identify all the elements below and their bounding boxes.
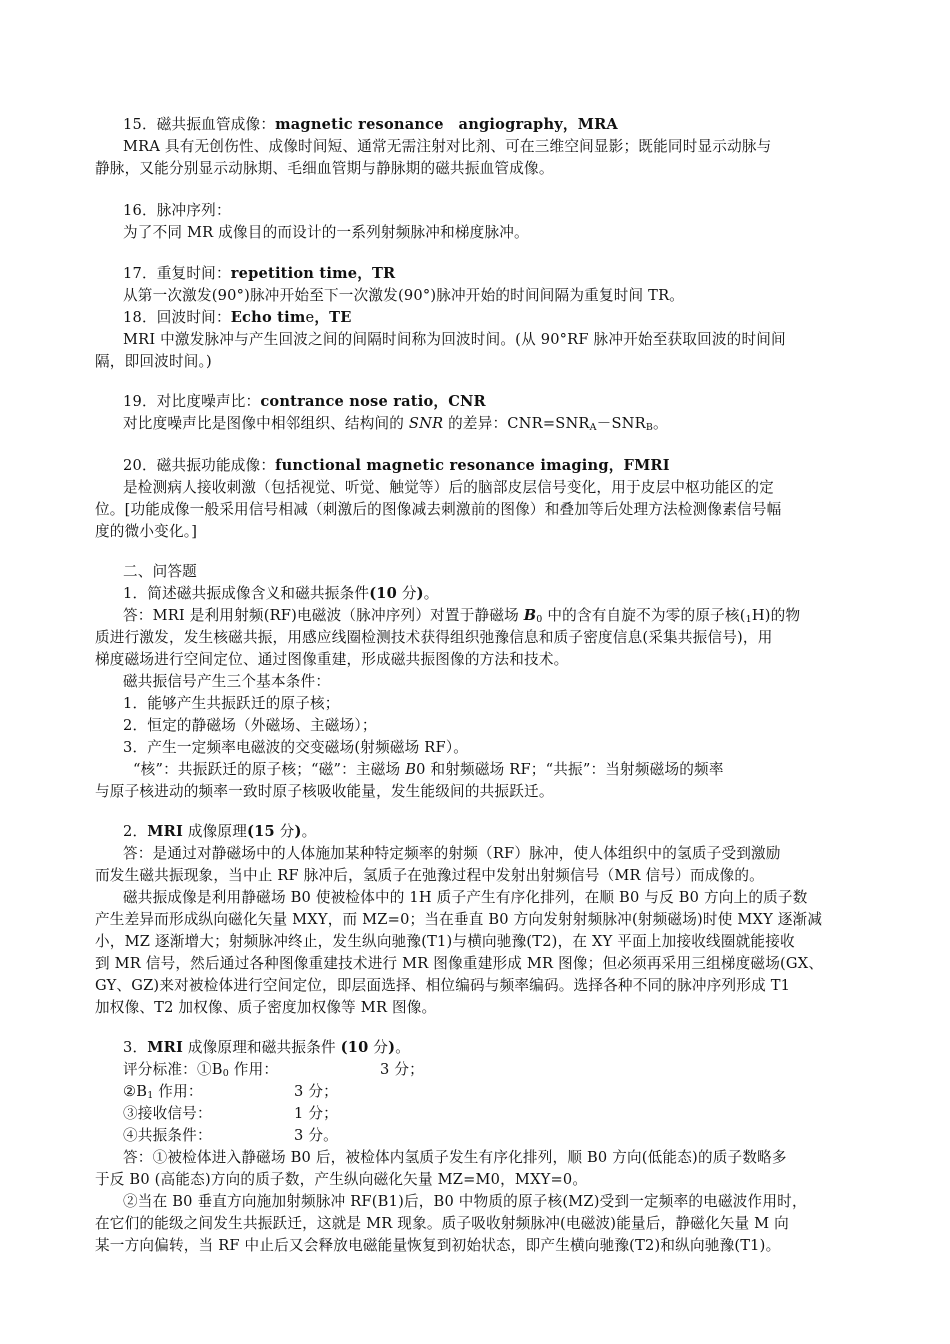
q2-paragraph-line-5: GY、GZ)来对被检体进行空间定位，即层面选择、相位编码与频率编码。选择各种不同的脉冲序列形成 T1 <box>95 977 791 994</box>
item-18-title: 18．回波时间：Echo time，TE <box>123 309 352 326</box>
q1-answer-line-1: 答：MRI 是利用射频(RF)电磁波（脉冲序列）对置于静磁场 $B_0$ 中的含有自旋不为零的原子核$(_1H)$的物 <box>123 607 801 625</box>
q3-score-row-2: $②B_1$ 作用： 3 分； <box>123 1083 338 1101</box>
q2-answer-line-1: 答：是通过对静磁场中的人体施加某种特定频率的射频（RF）脉冲，使人体组织中的氢质子受到激励 <box>123 845 781 862</box>
q2-paragraph-line-3: 小，MZ 逐渐增大；射频脉冲终止，发生纵向驰豫(T1)与横向驰豫(T2)，在 XY 平面上加接收线圈就能接收 <box>95 933 795 950</box>
item-20-line-3: 度的微小变化。] <box>95 523 198 540</box>
q3-score-row-3: ③接收信号： 1 分； <box>123 1105 338 1122</box>
q2-answer-line-2: 而发生磁共振现象，当中止 RF 脉冲后，氢质子在弛豫过程中发射出射频信号（MR 信号）而成像的。 <box>95 867 764 884</box>
item-20-title: 20．磁共振功能成像：functional magnetic resonance imaging，FMRI <box>123 457 670 474</box>
item-17-title: 17．重复时间：repetition time，TR <box>123 265 396 282</box>
q3-answer-line-1: 答：①被检体进入静磁场 B0 后，被检体内氢质子发生有序化排列，顺 B0 方向(低能态)的质子数略多 <box>123 1149 787 1166</box>
item-15-line-1: MRA 具有无创伤性、成像时间短、通常无需注射对比剂、可在三维空间显影；既能同时显示动脉与 <box>123 138 772 155</box>
q2-paragraph-line-4: 到 MR 信号，然后通过各种图像重建技术进行 MR 图像重建形成 MR 图像；但必须再采用三组梯度磁场(GX、 <box>95 955 824 972</box>
item-17-line-1: 从第一次激发(90°)脉冲开始至下一次激发(90°)脉冲开始的时间间隔为重复时间 TR。 <box>123 287 685 304</box>
q1-title: 1．简述磁共振成像含义和磁共振条件(10 分)。 <box>123 585 439 602</box>
q1-answer-line-2: 质进行激发，发生核磁共振，用感应线圈检测技术获得组织弛豫信息和质子密度信息(采集共振信号)，用 <box>95 629 773 646</box>
q2-paragraph-line-6: 加权像、T2 加权像、质子密度加权像等 MR 图像。 <box>95 999 437 1016</box>
q1-condition-3: 3．产生一定频率电磁波的交变磁场(射频磁场 RF）。 <box>123 739 469 756</box>
q2-paragraph-line-1: 磁共振成像是利用静磁场 B0 使被检体中的 1H 质子产生有序化排列，在顺 B0 与反 B0 方向上的质子数 <box>123 889 808 906</box>
q3-answer-line-5: 某一方向偏转，当 RF 中止后又会释放电磁能量恢复到初始状态，即产生横向驰豫(T2)和纵向驰豫(T1)。 <box>95 1237 781 1254</box>
item-18-line-1: MRI 中激发脉冲与产生回波之间的间隔时间称为回波时间。(从 90°RF 脉冲开始至获取回波的时间间 <box>123 331 786 348</box>
item-15-title: 15．磁共振血管成像：magnetic resonance angiography，MRA <box>123 116 618 133</box>
q3-answer-line-2: 于反 B0 (高能态)方向的质子数，产生纵向磁化矢量 MZ=M0，MXY=0。 <box>95 1171 588 1188</box>
item-19-line-1: 对比度噪声比是图像中相邻组织、结构间的 SNR 的差异：$CNR=SNR_A-SNR_B$。 <box>123 415 668 433</box>
q1-answer-line-3: 梯度磁场进行空间定位、通过图像重建，形成磁共振图像的方法和技术。 <box>95 651 569 668</box>
q1-note-line-1: “核”：共振跃迁的原子核；“磁”：主磁场 B0 和射频磁场 RF；“共振”：当射频磁场的频率 <box>133 761 724 778</box>
item-18-line-2: 隔，即回波时间。) <box>95 353 212 370</box>
q3-score-row-4: ④共振条件： 3 分。 <box>123 1127 338 1144</box>
section-2-heading: 二、问答题 <box>123 563 197 580</box>
q2-title: 2．MRI 成像原理(15 分)。 <box>123 823 317 840</box>
q3-title: 3．MRI 成像原理和磁共振条件 (10 分)。 <box>123 1039 410 1056</box>
q1-condition-1: 1．能够产生共振跃迁的原子核； <box>123 695 340 712</box>
q2-paragraph-line-2: 产生差异而形成纵向磁化矢量 MXY，而 MZ=0；当在垂直 B0 方向发射射频脉冲(射频磁场)时使 MXY 逐渐减 <box>95 911 823 928</box>
q1-note-line-2: 与原子核进动的频率一致时原子核吸收能量，发生能级间的共振跃迁。 <box>95 783 554 800</box>
item-20-line-1: 是检测病人接收刺激（包括视觉、听觉、触觉等）后的脑部皮层信号变化，用于皮层中枢功能区的定 <box>123 479 774 496</box>
item-16-title: 16．脉冲序列： <box>123 202 231 219</box>
item-15-line-2: 静脉，又能分别显示动脉期、毛细血管期与静脉期的磁共振血管成像。 <box>95 160 554 177</box>
q3-answer-line-4: 在它们的能级之间发生共振跃迁，这就是 MR 现象。质子吸收射频脉冲(电磁波)能量后，静磁化矢量 M 向 <box>95 1215 789 1232</box>
q1-conditions-intro: 磁共振信号产生三个基本条件： <box>123 673 331 690</box>
q3-answer-line-3: ②当在 B0 垂直方向施加射频脉冲 RF(B1)后，B0 中物质的原子核(MZ)受到一定频率的电磁波作用时， <box>123 1193 807 1210</box>
item-16-line-1: 为了不同 MR 成像目的而设计的一系列射频脉冲和梯度脉冲。 <box>123 224 529 241</box>
q3-score-row-1: 评分标准：$①B_0$ 作用： 3 分； <box>123 1061 424 1079</box>
item-19-title: 19．对比度噪声比：contrance nose ratio，CNR <box>123 393 486 410</box>
q1-condition-2: 2．恒定的静磁场（外磁场、主磁场）； <box>123 717 377 734</box>
item-20-line-2: 位。[功能成像一般采用信号相减（刺激后的图像减去刺激前的图像）和叠加等后处理方法检测像素信号幅 <box>95 501 782 518</box>
